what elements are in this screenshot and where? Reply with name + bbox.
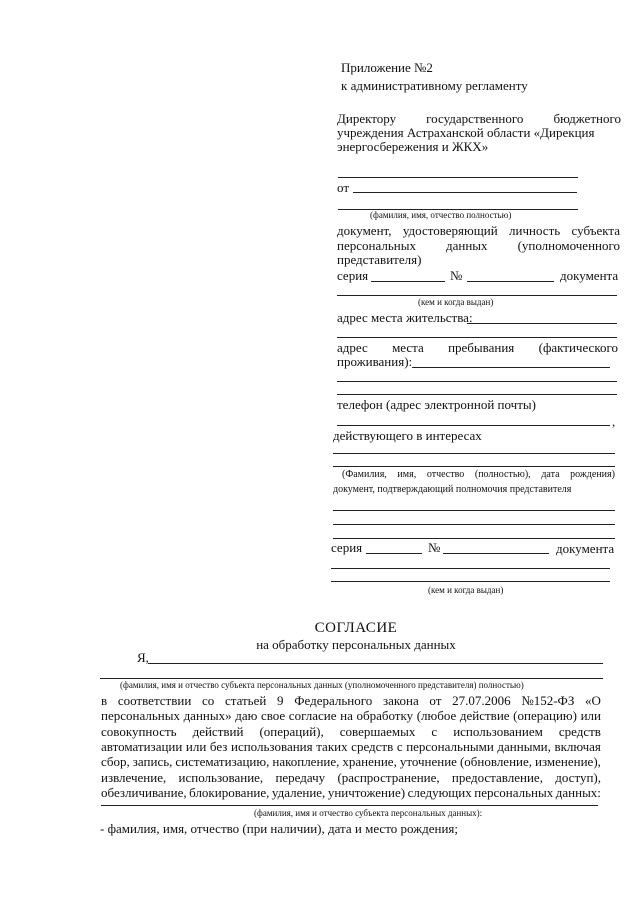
consent-word: на [340,708,353,724]
i-label: Я, [137,650,149,665]
consent-word: 9 [277,693,284,708]
doc-line-3: представителя) [337,252,422,267]
consent-title: СОГЛАСИЕ [314,620,398,636]
blank-line[interactable] [333,453,615,454]
stay-word: адрес [337,340,368,355]
consent-word: (операцию) [513,708,577,724]
doc-line-1 [337,223,620,238]
consent-body-line [101,708,601,723]
blank-line[interactable] [338,177,578,178]
consent-word: данными, [497,738,551,754]
consent-word: средств [558,723,601,739]
consent-word: передачу [275,769,326,785]
consent-word: совокупность [101,723,177,739]
number-label: № [450,268,463,283]
consent-word: данных» [183,708,232,724]
phone-label: телефон (адрес электронной почты) [337,397,536,412]
rep-hint-word: рождения) [570,469,615,480]
rep-hint-word: дата [541,469,560,480]
rep-hint-word: отчество [426,469,465,480]
subject-hint-2: (фамилия, имя и отчество субъекта персональных данных): [254,808,483,818]
appendix-label: Приложение №2 [341,60,433,75]
consent-word: «О [585,693,601,708]
consent-word: извлечение, [101,769,167,785]
consent-word: обезличивание, [101,784,187,800]
stay-word: пребывания [448,340,515,355]
consent-word: (любое [416,708,457,724]
number-field[interactable] [467,281,554,282]
consent-word: с [431,723,438,739]
consent-word: сбор, [101,754,130,770]
doc-word: субъекта [571,223,620,238]
rep-hint-word: (Фамилия, [342,469,387,480]
stay-word: места [392,340,424,355]
addressee-word: государственного [426,111,524,126]
series-field-2[interactable] [366,553,422,554]
blank-line[interactable] [100,678,603,679]
consent-word: статьей [224,693,267,708]
consent-word: №152-ФЗ [521,693,575,708]
comma: , [612,414,616,429]
subject-field-2[interactable] [101,805,598,806]
stay-field[interactable] [412,367,610,368]
consent-word: блокирование, [189,784,270,800]
consent-word: Федерального [294,693,373,708]
from-label: от [337,180,350,195]
phone-field[interactable] [337,425,610,426]
blank-line[interactable] [333,524,615,525]
stay-line-2: проживания): [337,354,413,369]
consent-word: действие [459,708,510,724]
consent-word: запись, [132,754,173,770]
rep-hint-word: (полностью), [474,469,531,480]
consent-subtitle: на обработку персональных данных [256,637,456,652]
consent-word: хранение, [342,754,397,770]
consent-word: использование, [178,769,264,785]
doc-word: личность [509,223,561,238]
doc-word: (уполномоченного [517,238,620,253]
addressee-line-3: энергосбережения и ЖКХ» [337,139,489,154]
consent-word: (обновление, [459,754,533,770]
doc-word: данных [445,238,488,253]
consent-word: от [429,693,442,708]
consent-word: или [185,738,207,754]
rep-hint [342,469,615,481]
issued-hint: (кем и когда выдан) [418,297,494,307]
blank-line[interactable] [337,337,617,338]
blank-line[interactable] [331,581,610,582]
addressee-line-1 [337,111,621,126]
number-field-2[interactable] [443,553,549,554]
acting-label: действующего в интересах [333,428,482,443]
consent-word: закона [382,693,419,708]
residence-label: адрес места жительства: [337,310,473,325]
document-label: документа [560,268,619,283]
consent-word: (операций), [259,723,324,739]
blank-line[interactable] [333,538,615,539]
consent-word: накопление, [272,754,340,770]
consent-word: включая [554,738,601,754]
consent-word: таких [316,738,348,754]
issued-hint-2: (кем и когда выдан) [428,585,504,595]
consent-word: (распространение, [337,769,440,785]
consent-word: следующих [407,784,472,800]
consent-word: или [580,708,601,724]
consent-word: уничтожение) [327,784,406,800]
rep-doc-label: документ, подтверждающий полномочия представителя [333,484,572,495]
consent-word: соответствии [117,693,192,708]
from-fio-field[interactable] [353,192,577,193]
consent-word: доступ), [555,769,601,785]
consent-word: совершаемых [339,723,416,739]
series-label: серия [337,268,369,283]
consent-word: персональных [474,784,554,800]
consent-word: использованием [453,723,543,739]
consent-word: в [101,693,108,708]
consent-word: уточнение [399,754,457,770]
regulation-label: к административному регламенту [341,78,528,93]
addressee-word: бюджетного [553,111,621,126]
consent-word: изменение), [535,754,601,770]
stay-word: (фактического [538,340,618,355]
series-field[interactable] [371,281,445,282]
consent-word: обработку [356,708,414,724]
addressee-line-2: учреждения Астраханской области «Дирекция [337,125,595,140]
subject-hint: (фамилия, имя и отчество субъекта персональных данных (уполномоченного представителя) полностью) [120,680,524,690]
stay-line-1 [337,340,618,355]
consent-body-line [101,754,601,769]
list-item: - фамилия, имя, отчество (при наличии), дата и место рождения; [100,821,459,836]
blank-line[interactable] [337,394,617,395]
consent-body-line [101,785,601,800]
consent-word: без [209,738,228,754]
issued-field[interactable] [337,295,617,296]
number-label-2: № [428,540,441,555]
document-label-2: документа [556,541,615,556]
fio-hint: (фамилия, имя, отчество полностью) [370,210,512,220]
consent-word: персональных [101,708,180,724]
subject-name-field[interactable] [148,663,603,664]
consent-word: использования [231,738,313,754]
residence-field[interactable] [467,323,617,324]
blank-line[interactable] [333,466,615,467]
series-label-2: серия [331,540,363,555]
doc-line-2 [337,238,620,253]
consent-word: данных: [555,784,601,800]
blank-line[interactable] [337,381,617,382]
consent-body-line [101,724,601,739]
consent-word: систематизацию, [175,754,270,770]
consent-word: свое [260,708,286,724]
consent-word: персональными [406,738,494,754]
consent-word: удаление, [271,784,326,800]
consent-word: действий [192,723,244,739]
consent-word: согласие [288,708,337,724]
consent-body-line [101,770,601,785]
consent-body-line [101,693,601,708]
blank-line[interactable] [331,568,610,569]
addressee-word: Директору [337,111,397,126]
blank-line[interactable] [333,510,615,511]
consent-word: предоставление, [451,769,543,785]
consent-word: автоматизации [101,738,183,754]
consent-word: средств [351,738,394,754]
doc-word: документ, [337,223,392,238]
rep-hint-word: имя, [397,469,417,480]
doc-word: удостоверяющий [402,223,498,238]
doc-word: персональных [337,238,416,253]
consent-word: со [201,693,215,708]
consent-body-line [101,739,601,754]
consent-word: с [396,738,403,754]
consent-word: 27.07.2006 [452,693,511,708]
consent-word: даю [235,708,258,724]
